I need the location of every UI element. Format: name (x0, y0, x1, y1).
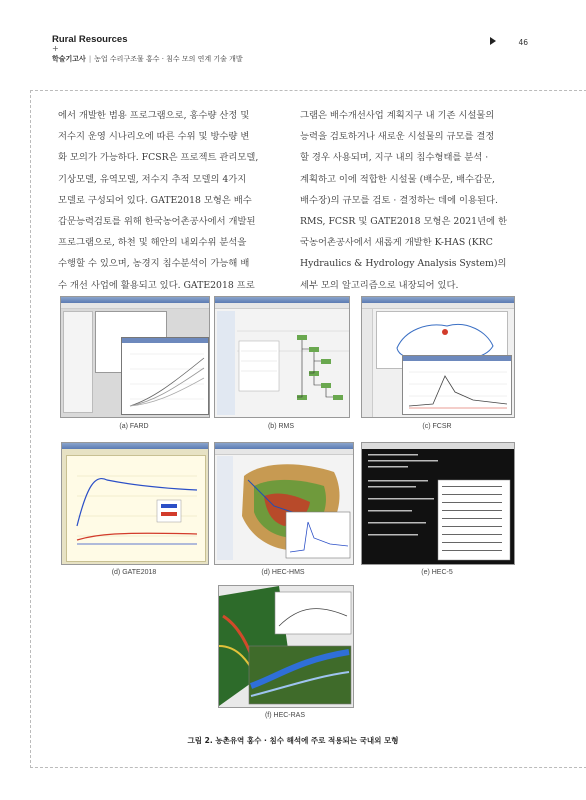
body-line: 저수지 운영 시나리오에 따른 수위 및 방수량 변 (58, 131, 250, 143)
screenshot-hec-5 (361, 442, 515, 565)
body-line: 화 모의가 가능하다. FCSR은 프로젝트 관리모델, (58, 152, 259, 164)
screenshot-hec-ras (218, 585, 354, 708)
body-line: 갑문능력검토를 위해 한국농어촌공사에서 개발된 (58, 216, 256, 228)
caption-e: (d) HEC-HMS (261, 569, 305, 576)
next-arrow-icon (490, 37, 496, 45)
page-number: 46 (518, 38, 528, 47)
body-line: 능력을 검토하거나 새로운 시설물의 규모를 결정 (300, 131, 495, 143)
page-header (52, 34, 542, 74)
screenshot-rms (214, 296, 350, 418)
screenshot-fard (60, 296, 210, 418)
caption-f: (e) HEC-5 (421, 569, 453, 576)
body-line: Hydraulics & Hydrology Analysis System)의 (300, 258, 507, 270)
caption-d: (d) GATE2018 (111, 569, 157, 576)
body-column-left (58, 105, 283, 296)
brand-plus: + (52, 44, 59, 53)
screenshot-gate2018 (61, 442, 209, 565)
body-line: 수행할 수 있으며, 농경지 침수분석이 가능해 배 (58, 258, 250, 270)
screenshot-fcsr (361, 296, 515, 418)
screenshot-hec-hms (214, 442, 354, 565)
body-line: 모델로 구성되어 있다. GATE2018 모형은 배수 (58, 194, 252, 206)
body-line: 그램은 배수개선사업 계획지구 내 기존 시설물의 (300, 110, 495, 121)
body-line: 계획하고 이에 적합한 시설물 (배수문, 배수갑문, (300, 173, 495, 185)
caption-g: (f) HEC-RAS (264, 712, 306, 719)
figure-caption: 그림 2. 농촌유역 홍수 · 침수 해석에 주로 적용되는 국내외 모형 (187, 736, 399, 745)
body-line: RMS, FCSR 및 GATE2018 모형은 2021년에 한 (300, 216, 507, 228)
body-line: 할 경우 사용되며, 지구 내의 침수형태를 분석 · (300, 152, 489, 164)
article-category: 학술기고사 (52, 55, 86, 63)
body-line: 세부 모의 알고리즘으로 내장되어 있다. (300, 279, 459, 291)
body-line: 국농어촌공사에서 새롭게 개발한 K-HAS (KRC (300, 237, 493, 249)
body-line: 수 개선 사업에 활용되고 있다. GATE2018 프로 (58, 279, 255, 291)
body-line: 프로그램으로, 하천 및 해안의 내외수위 분석을 (58, 237, 247, 249)
journal-brand: Rural Resources (52, 34, 128, 45)
body-line: 에서 개발한 범용 프로그램으로, 홍수량 산정 및 (58, 110, 250, 121)
article-subtitle: 농업 수리구조물 홍수 · 침수 모의 연계 기술 개발 (94, 55, 243, 63)
caption-b: (b) RMS (267, 423, 295, 430)
body-line: 기상모델, 유역모델, 저수지 추적 모델의 4가지 (58, 173, 247, 185)
caption-a: (a) FARD (119, 423, 149, 430)
caption-c: (c) FCSR (422, 423, 452, 430)
article-subline (52, 54, 542, 64)
body-line: 배수장)의 규모를 검토 · 결정하는 데에 이용된다. (300, 194, 498, 206)
body-column-right (300, 105, 525, 296)
subline-separator: | (88, 55, 92, 63)
